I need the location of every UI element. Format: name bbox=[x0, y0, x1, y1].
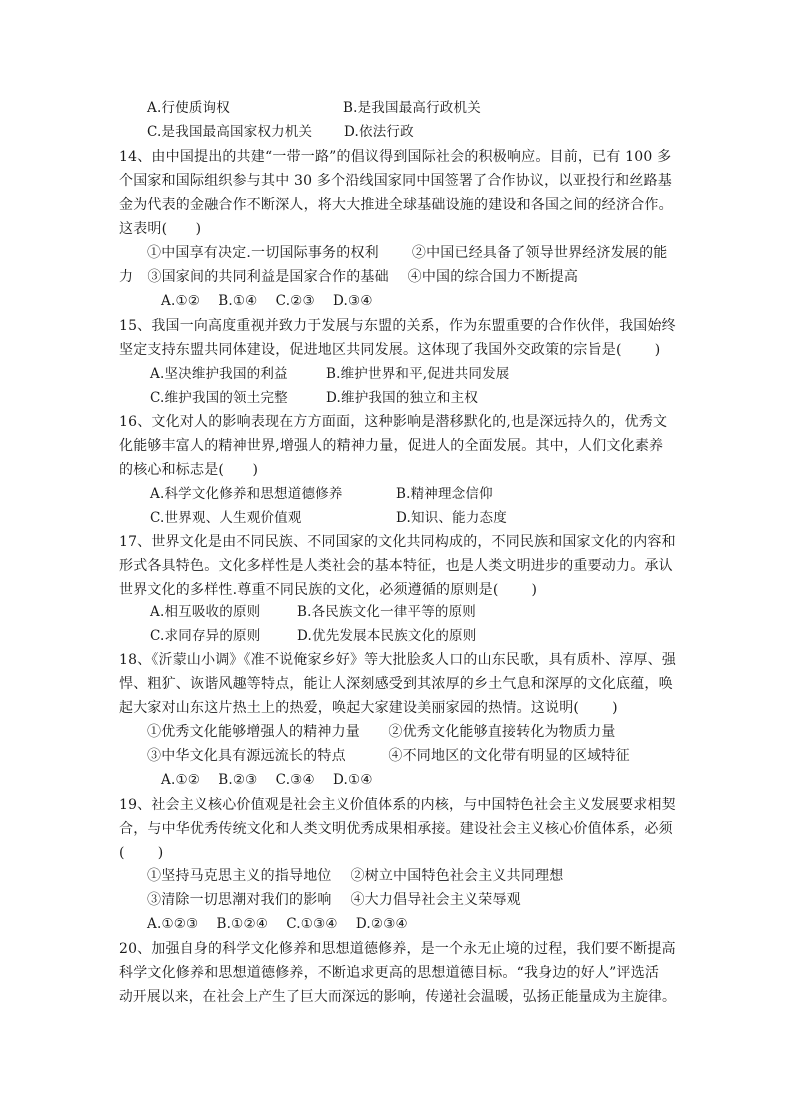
q14-stem-line-1: 14、由中国提出的共建“一带一路”的倡议得到国际社会的积极响应。目前，已有 100 多 bbox=[119, 149, 672, 165]
q14-statements-line-1: ①中国享有决定.一切国际事务的权利 ②中国已经具备了领导世界经济发展的能 bbox=[147, 245, 668, 261]
q13-option-b: B.是我国最高行政机关 bbox=[343, 100, 481, 116]
q18-stem-line-1: 18、《沂蒙山小调》《准不说俺家乡好》等大批脍炙人口的山东民歌，具有质朴、淳厚、强 bbox=[119, 652, 677, 668]
q17-option-b: B.各民族文化一律平等的原则 bbox=[297, 604, 477, 620]
q15-option-d: D.维护我国的独立和主权 bbox=[326, 390, 479, 406]
q19-stem-line-1: 19、社会主义核心价值观是社会主义价值体系的内核，与中国特色社会主义发展要求相契 bbox=[119, 797, 676, 813]
q18-options: A.①② B.②③ C.③④ D.①④ bbox=[161, 772, 373, 788]
q16-option-b: B.精神理念信仰 bbox=[396, 486, 493, 502]
q18-stem-line-3: 起大家对山东这片热土上的热爱，唤起大家建设美丽家园的热情。这说明( ) bbox=[119, 700, 618, 716]
q15-option-c: C.维护我国的领土完整 bbox=[150, 390, 288, 406]
q17-stem-line-3: 世界文化的多样性.尊重不同民族的文化，必须遵循的原则是( ) bbox=[119, 582, 538, 598]
q16-stem-line-1: 16、文化对人的影响表现在方方面面，这种影响是潜移默化的,也是深远持久的，优秀文 bbox=[119, 414, 668, 430]
q14-stem-line-4: 这表明( ) bbox=[119, 221, 202, 237]
q16-option-a: A.科学文化修养和思想道德修养 bbox=[150, 486, 343, 502]
q13-option-a: A.行使质询权 bbox=[147, 100, 230, 116]
q14-stem-line-3: 金为代表的金融合作不断深人，将大大推进全球基础设施的建设和各国之间的经济合作。 bbox=[119, 197, 673, 213]
q13-option-c: C.是我国最高国家权力机关 bbox=[147, 124, 313, 140]
q15-stem-line-2: 坚定支持东盟共同体建设，促进地区共同发展。这体现了我国外交政策的宗旨是( ) bbox=[119, 342, 661, 358]
q17-stem-line-1: 17、世界文化是由不同民族、不同国家的文化共同构成的，不同民族和国家文化的内容和 bbox=[119, 534, 676, 550]
q16-stem-line-2: 化能够丰富人的精神世界,增强人的精神力量，促进人的全面发展。其中，人们文化素养 bbox=[119, 438, 664, 454]
q15-option-b: B.维护世界和平,促进共同发展 bbox=[326, 366, 510, 382]
q14-statements-line-2: 力 ③国家间的共同利益是国家合作的基础 ④中国的综合国力不断提高 bbox=[119, 269, 579, 285]
q17-option-a: A.相互吸收的原则 bbox=[150, 604, 261, 620]
q18-statements-line-1: ①优秀文化能够增强人的精神力量 ②优秀文化能够直接转化为物质力量 bbox=[147, 724, 616, 740]
q20-stem-line-2: 科学文化修养和思想道德修养，不断追求更高的思想道德目标。“我身边的好人”评选活 bbox=[119, 965, 660, 981]
q14-options: A.①② B.①④ C.②③ D.③④ bbox=[161, 293, 373, 309]
q19-stem-line-3: ( ) bbox=[119, 845, 164, 861]
q16-option-c: C.世界观、人生观价值观 bbox=[150, 510, 302, 526]
q17-option-c: C.求同存异的原则 bbox=[150, 628, 261, 644]
q18-statements-line-2: ③中华文化具有源远流长的特点 ④不同地区的文化带有明显的区域特征 bbox=[147, 748, 630, 764]
q14-stem-line-2: 个国家和国际组织参与其中 30 多个沿线国家同中国签署了合作协议，以亚投行和丝路基 bbox=[119, 173, 672, 189]
q20-stem-line-1: 20、加强自身的科学文化修养和思想道德修养，是一个永无止境的过程，我们要不断提高 bbox=[119, 941, 676, 957]
q17-stem-line-2: 形式各具特色。文化多样性是人类社会的基本特征，也是人类文明进步的重要动力。承认 bbox=[119, 558, 673, 574]
q15-stem-line-1: 15、我国一向高度重视并致力于发展与东盟的关系，作为东盟重要的合作伙伴，我国始终 bbox=[119, 318, 676, 334]
q20-stem-line-3: 动开展以来，在社会上产生了巨大而深远的影响，传递社会温暖，弘扬正能量成为主旋律。 bbox=[119, 989, 676, 1005]
q17-option-d: D.优先发展本民族文化的原则 bbox=[297, 628, 477, 644]
q19-statements-line-2: ③清除一切思潮对我们的影响 ④大力倡导社会主义荣辱观 bbox=[147, 892, 521, 908]
q13-option-d: D.依法行政 bbox=[344, 124, 414, 140]
q16-stem-line-3: 的核心和标志是( ) bbox=[119, 462, 259, 478]
q15-option-a: A.坚决维护我国的利益 bbox=[150, 366, 288, 382]
q19-stem-line-2: 合，与中华优秀传统文化和人类文明优秀成果相承接。建设社会主义核心价值体系，必须 bbox=[119, 821, 673, 837]
q19-statements-line-1: ①坚持马克思主义的指导地位 ②树立中国特色社会主义共同理想 bbox=[147, 868, 564, 884]
q19-options: A.①②③ B.①②④ C.①③④ D.②③④ bbox=[147, 916, 408, 932]
q16-option-d: D.知识、能力态度 bbox=[396, 510, 507, 526]
q18-stem-line-2: 悍、粗犷、诙谐风趣等特点，能让人深刻感受到其浓厚的乡土气息和深厚的文化底蕴，唤 bbox=[119, 676, 673, 692]
